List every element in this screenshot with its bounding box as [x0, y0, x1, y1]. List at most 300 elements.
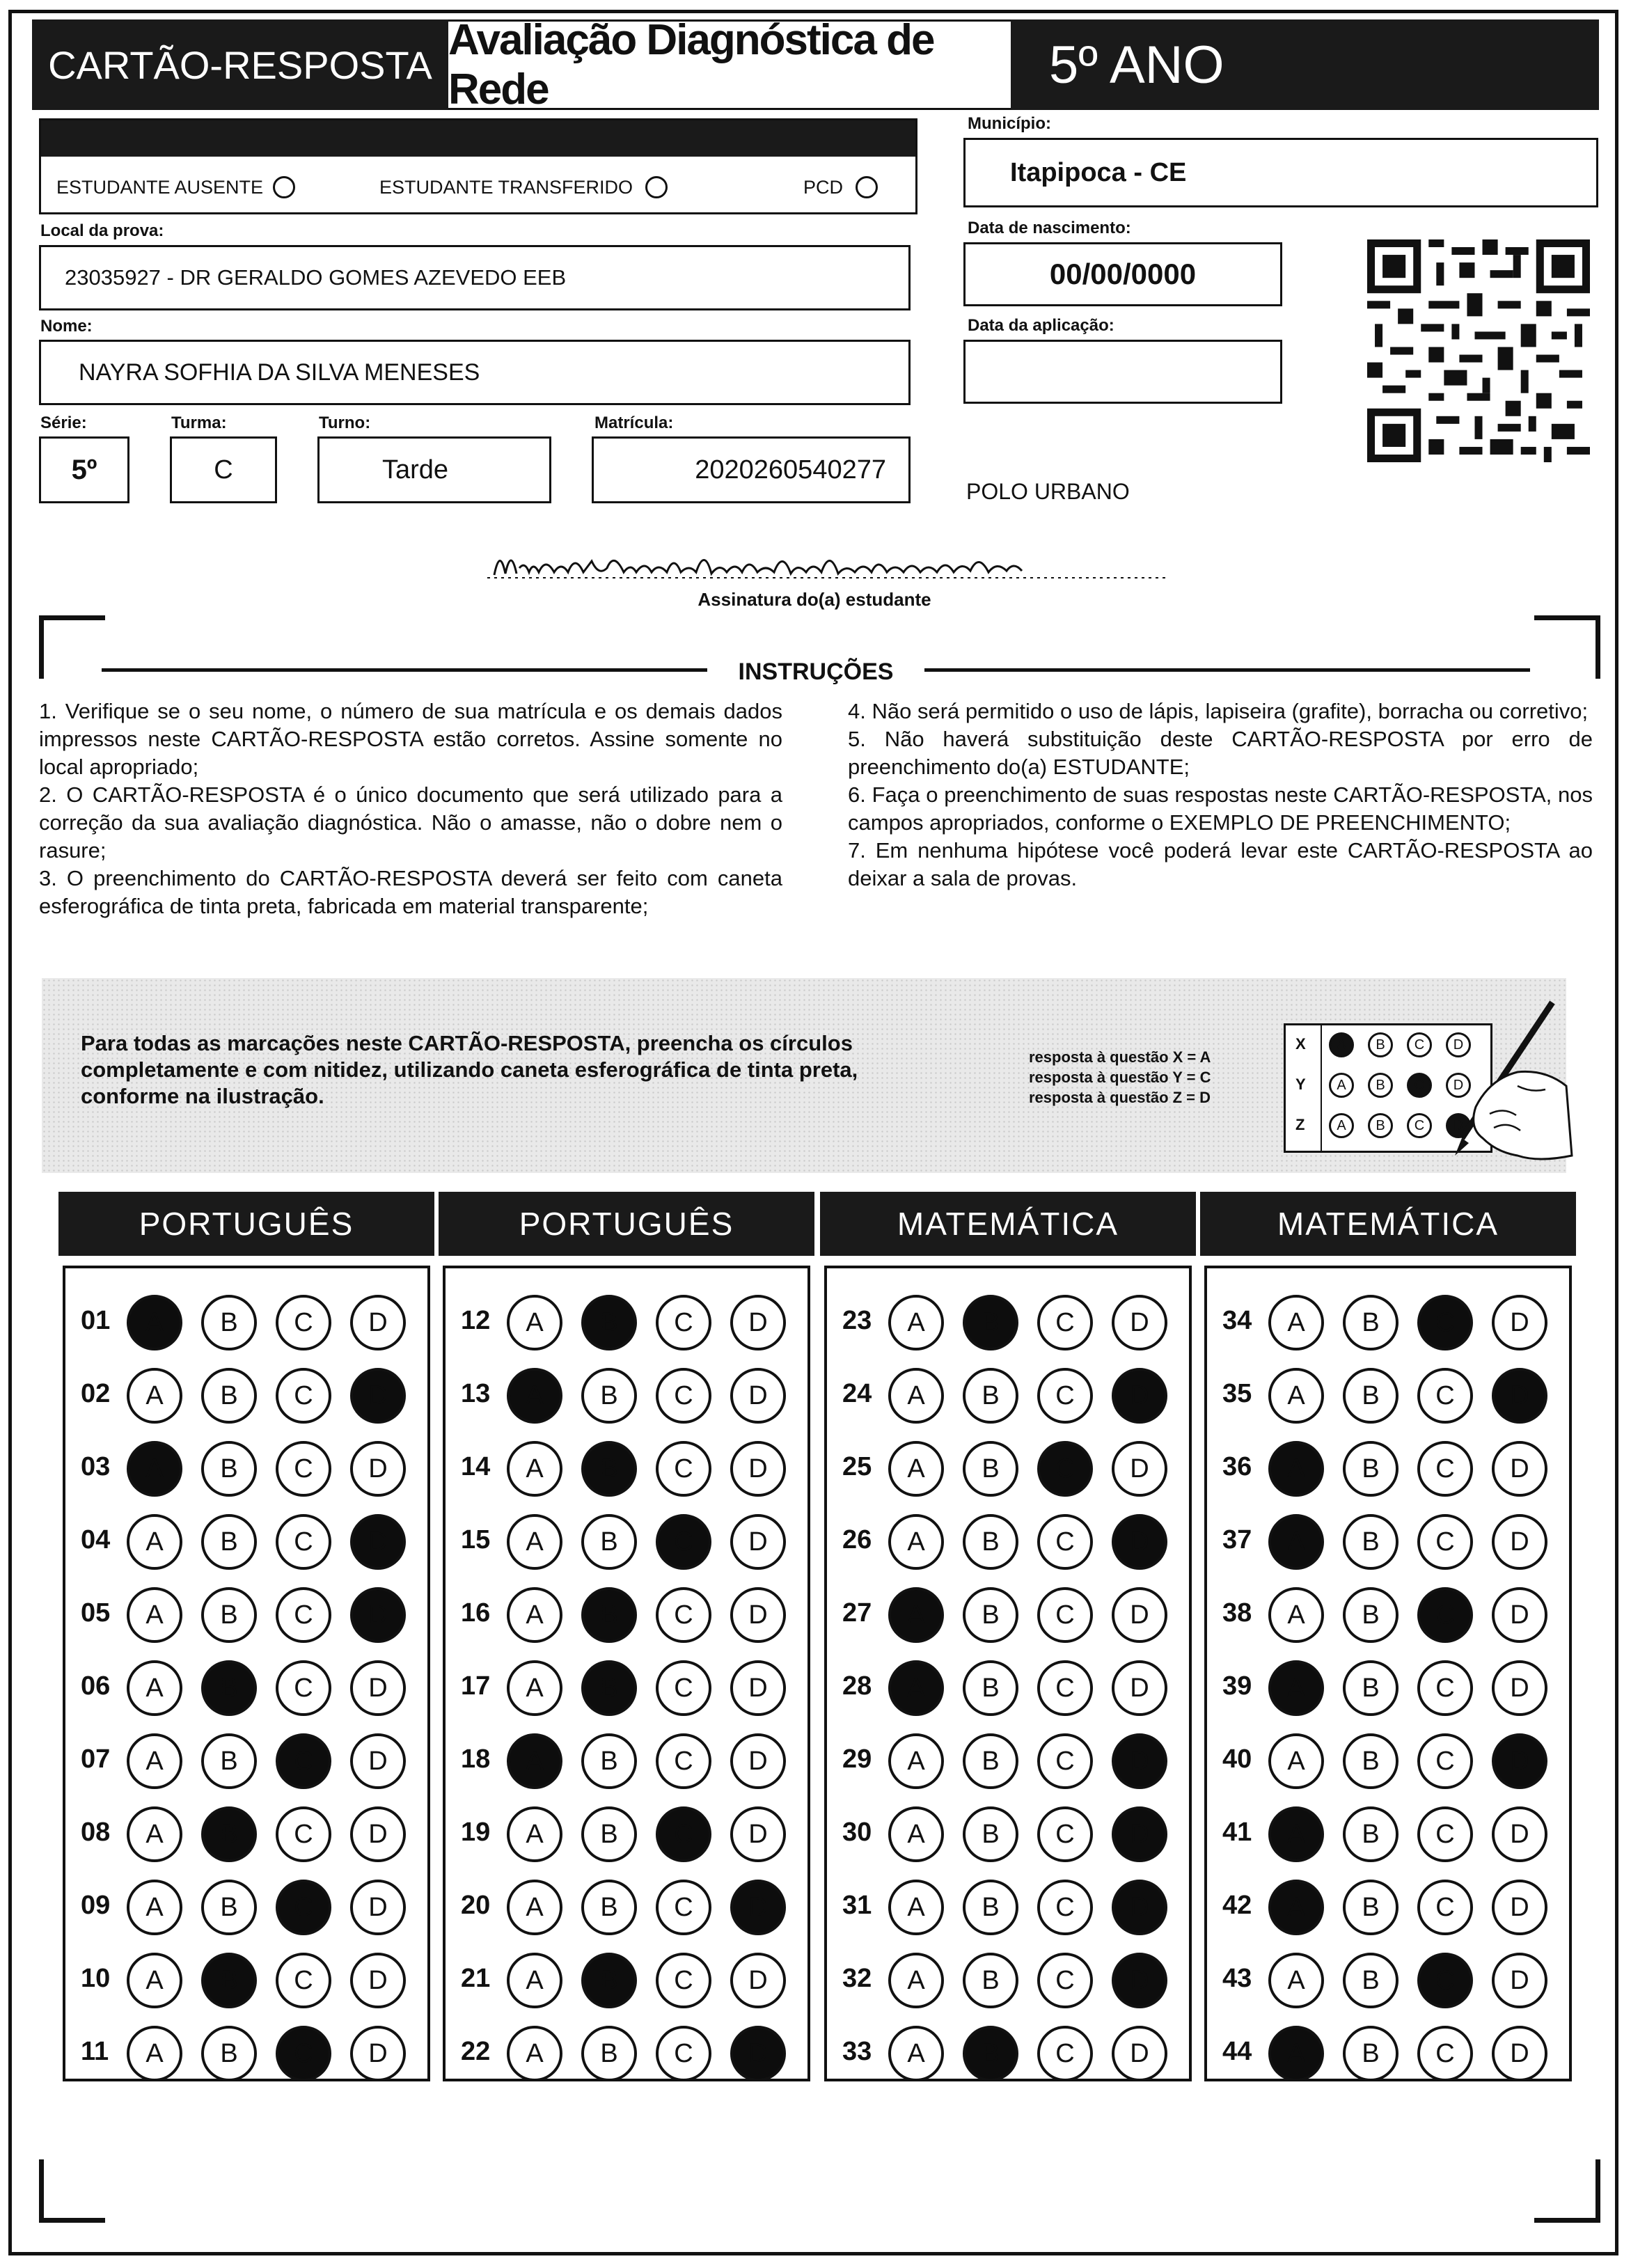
answer-bubble-d[interactable]: D	[1492, 1953, 1547, 2008]
example-bubble-b: B	[1368, 1073, 1393, 1098]
serie-field: 5º	[39, 436, 129, 503]
answer-bubble-d[interactable]: D	[730, 1953, 786, 2008]
question-row	[827, 2023, 1189, 2086]
question-number: 43	[1222, 1964, 1252, 1993]
answer-bubble-d[interactable]: D	[1112, 1953, 1167, 2008]
answer-bubble-a[interactable]: A	[507, 1441, 562, 1497]
example-row-label: Y	[1295, 1076, 1306, 1093]
instruction-3: 3. O preenchimento do CARTÃO-RESPOSTA deverá ser feito com caneta esferográfica de tinta preta, fabricada em material transparente;	[39, 866, 782, 918]
answer-bubble-a[interactable]: A	[1268, 1733, 1324, 1789]
answer-bubble-a[interactable]: A	[888, 1295, 944, 1350]
instructions-rule-left	[102, 668, 707, 672]
question-number: 21	[461, 1964, 491, 1993]
answer-bubble-b[interactable]: B	[963, 1368, 1018, 1424]
answer-bubble-c[interactable]: C	[1417, 1880, 1473, 1935]
example-divider	[1321, 1025, 1322, 1151]
signature-label: Assinatura do(a) estudante	[698, 589, 931, 610]
answer-bubble-a[interactable]: A	[507, 1880, 562, 1935]
answer-bubble-a[interactable]: A	[127, 1733, 182, 1789]
question-row	[65, 1731, 427, 1793]
answer-bubble-c[interactable]: C	[276, 1587, 331, 1643]
answer-bubble-d[interactable]: D	[1492, 1295, 1547, 1350]
answer-bubble-d[interactable]: D	[350, 1880, 406, 1935]
answer-bubble-d[interactable]: D	[1112, 1733, 1167, 1789]
subject-header-3: MATEMÁTICA	[820, 1192, 1196, 1256]
question-number: 28	[842, 1671, 872, 1701]
answer-bubble-c[interactable]: C	[276, 1441, 331, 1497]
question-row	[446, 1804, 807, 1866]
question-row	[1207, 1438, 1569, 1501]
question-row	[827, 1511, 1189, 1574]
answer-bubble-a[interactable]: A	[127, 1806, 182, 1862]
answer-bubble-d[interactable]: D	[1112, 1660, 1167, 1716]
example-bubble-c: C	[1407, 1073, 1432, 1098]
answer-bubble-b[interactable]: B	[1343, 1953, 1398, 2008]
question-number: 34	[1222, 1306, 1252, 1335]
fill-example-text: Para todas as marcações neste CARTÃO-RESPOSTA, preencha os círculos completamente e com nitidez, utilizando caneta esferográfica de tinta preta, conforme na ilustração.	[81, 1031, 858, 1108]
answer-bubble-d[interactable]: D	[1492, 1441, 1547, 1497]
status-header-bar	[41, 120, 915, 157]
example-bubble-c: C	[1407, 1032, 1432, 1057]
answer-bubble-c[interactable]: C	[1037, 1880, 1093, 1935]
example-bubble-a: A	[1329, 1032, 1354, 1057]
subject-header-2: PORTUGUÊS	[439, 1192, 814, 1256]
corner-mark-br	[1534, 2159, 1600, 2223]
instruction-4: 4. Não será permitido o uso de lápis, lapiseira (grafite), borracha ou corretivo;	[848, 699, 1589, 723]
answer-bubble-a[interactable]: A	[127, 1441, 182, 1497]
question-number: 25	[842, 1452, 872, 1481]
answer-bubble-d[interactable]: D	[730, 2026, 786, 2081]
question-number: 01	[81, 1306, 111, 1335]
answer-bubble-d[interactable]: D	[350, 1806, 406, 1862]
answer-bubble-b[interactable]: B	[201, 1514, 257, 1570]
answer-bubble-a[interactable]: A	[507, 1660, 562, 1716]
answer-bubble-d[interactable]: D	[1492, 1733, 1547, 1789]
answer-bubble-b[interactable]: B	[963, 1295, 1018, 1350]
legend-y: resposta à questão Y = C	[1029, 1069, 1211, 1086]
example-row-label: X	[1295, 1035, 1306, 1053]
answer-bubble-a[interactable]: A	[127, 1514, 182, 1570]
answer-bubble-d[interactable]: D	[1492, 1514, 1547, 1570]
qr-code	[1367, 239, 1590, 462]
answer-bubble-b[interactable]: B	[581, 1441, 637, 1497]
answer-bubble-d[interactable]: D	[1112, 1514, 1167, 1570]
answer-bubble-c[interactable]: C	[276, 1368, 331, 1424]
answer-bubble-a[interactable]: A	[888, 1441, 944, 1497]
answer-bubble-b[interactable]: B	[581, 1660, 637, 1716]
answer-bubble-b[interactable]: B	[201, 2026, 257, 2081]
answer-bubble-d[interactable]: D	[1112, 1880, 1167, 1935]
question-row	[1207, 1292, 1569, 1355]
question-number: 07	[81, 1745, 111, 1774]
answer-bubble-c[interactable]: C	[656, 1806, 711, 1862]
answer-bubble-c[interactable]: C	[656, 1953, 711, 2008]
absent-label: ESTUDANTE AUSENTE	[56, 176, 264, 198]
answer-bubble-b[interactable]: B	[1343, 1514, 1398, 1570]
answer-bubble-b[interactable]: B	[581, 2026, 637, 2081]
question-number: 08	[81, 1818, 111, 1847]
question-number: 42	[1222, 1891, 1252, 1920]
answer-bubble-c[interactable]: C	[1037, 1660, 1093, 1716]
answer-bubble-c[interactable]: C	[656, 1880, 711, 1935]
answer-bubble-d[interactable]: D	[350, 1953, 406, 2008]
answer-bubble-d[interactable]: D	[730, 1587, 786, 1643]
question-row	[446, 1438, 807, 1501]
question-row	[827, 1438, 1189, 1501]
example-bubble-d: D	[1446, 1032, 1471, 1057]
answer-bubble-c[interactable]: C	[656, 1587, 711, 1643]
serie-label: Série:	[40, 414, 87, 432]
question-number: 38	[1222, 1598, 1252, 1628]
answer-bubble-a[interactable]: A	[1268, 1514, 1324, 1570]
answer-bubble-b[interactable]: B	[201, 1441, 257, 1497]
question-row	[446, 2023, 807, 2086]
instructions-title: INSTRUÇÕES	[738, 659, 894, 685]
answer-bubble-a[interactable]: A	[127, 2026, 182, 2081]
answer-bubble-b[interactable]: B	[201, 1806, 257, 1862]
transferred-label: ESTUDANTE TRANSFERIDO	[379, 176, 633, 198]
turma-label: Turma:	[171, 414, 227, 432]
question-number: 37	[1222, 1525, 1252, 1554]
question-number: 05	[81, 1598, 111, 1628]
answer-bubble-b[interactable]: B	[201, 1953, 257, 2008]
question-row	[446, 1365, 807, 1428]
answer-bubble-b[interactable]: B	[201, 1660, 257, 1716]
answer-bubble-c[interactable]: C	[1417, 1368, 1473, 1424]
question-row	[827, 1292, 1189, 1355]
example-bubble-c: C	[1407, 1113, 1432, 1138]
answer-bubble-a[interactable]: A	[127, 1587, 182, 1643]
answer-bubble-a[interactable]: A	[1268, 1953, 1324, 2008]
answer-bubble-b[interactable]: B	[963, 1733, 1018, 1789]
answer-bubble-d[interactable]: D	[1112, 1368, 1167, 1424]
answer-bubble-a[interactable]: A	[507, 1587, 562, 1643]
answer-bubble-d[interactable]: D	[1492, 1806, 1547, 1862]
answer-bubble-a[interactable]: A	[127, 1295, 182, 1350]
answer-bubble-a[interactable]: A	[1268, 1660, 1324, 1716]
answer-bubble-a[interactable]: A	[888, 1733, 944, 1789]
answer-bubble-c[interactable]: C	[656, 1660, 711, 1716]
legend-x: resposta à questão X = A	[1029, 1048, 1211, 1066]
answer-bubble-c[interactable]: C	[276, 1880, 331, 1935]
aplicacao-label: Data da aplicação:	[968, 316, 1114, 335]
answer-bubble-a[interactable]: A	[507, 1368, 562, 1424]
polo-label: POLO URBANO	[966, 479, 1130, 504]
answer-bubble-a[interactable]: A	[1268, 1880, 1324, 1935]
answer-bubble-a[interactable]: A	[1268, 1368, 1324, 1424]
answer-bubble-a[interactable]: A	[507, 1953, 562, 2008]
answer-bubble-d[interactable]: D	[1112, 2026, 1167, 2081]
answer-bubble-b[interactable]: B	[1343, 2026, 1398, 2081]
question-number: 04	[81, 1525, 111, 1554]
answer-bubble-d[interactable]: D	[1492, 1660, 1547, 1716]
question-row	[827, 1584, 1189, 1647]
instructions-left	[39, 698, 782, 920]
question-number: 15	[461, 1525, 491, 1554]
pcd-option[interactable]	[803, 176, 878, 198]
answer-bubble-c[interactable]: C	[276, 2026, 331, 2081]
question-row	[65, 1804, 427, 1866]
absent-option[interactable]	[56, 176, 295, 198]
answer-bubble-c[interactable]: C	[276, 1733, 331, 1789]
answer-bubble-b[interactable]: B	[201, 1368, 257, 1424]
answer-bubble-d[interactable]: D	[1112, 1441, 1167, 1497]
legend-z: resposta à questão Z = D	[1029, 1089, 1211, 1106]
question-number: 09	[81, 1891, 111, 1920]
question-row	[65, 1438, 427, 1501]
question-number: 11	[81, 2037, 109, 2066]
answer-bubble-d[interactable]: D	[730, 1441, 786, 1497]
answer-bubble-b[interactable]: B	[963, 1660, 1018, 1716]
municipio-field: Itapipoca - CE	[963, 138, 1598, 207]
matricula-field: 2020260540277	[592, 436, 911, 503]
answer-bubble-d[interactable]: D	[350, 1295, 406, 1350]
answer-bubble-b[interactable]: B	[581, 1514, 637, 1570]
question-row	[446, 1511, 807, 1574]
question-row	[827, 1731, 1189, 1793]
answer-bubble-b[interactable]: B	[963, 1441, 1018, 1497]
answer-bubble-a[interactable]: A	[888, 1806, 944, 1862]
question-row	[827, 1950, 1189, 2013]
answer-bubble-d[interactable]: D	[730, 1295, 786, 1350]
question-row	[65, 1584, 427, 1647]
answer-bubble-b[interactable]: B	[1343, 1660, 1398, 1716]
answer-bubble-c[interactable]: C	[1037, 1441, 1093, 1497]
answer-bubble-a[interactable]: A	[1268, 1587, 1324, 1643]
question-row	[446, 1877, 807, 1939]
question-row	[1207, 1365, 1569, 1428]
answer-bubble-c[interactable]: C	[656, 1514, 711, 1570]
example-row-label: Z	[1295, 1116, 1305, 1133]
answer-bubble-b[interactable]: B	[1343, 1733, 1398, 1789]
answer-block-3	[824, 1266, 1192, 2081]
answer-bubble-a[interactable]: A	[1268, 1441, 1324, 1497]
answer-bubble-b[interactable]: B	[1343, 1295, 1398, 1350]
answer-bubble-c[interactable]: C	[1417, 1953, 1473, 2008]
answer-bubble-c[interactable]: C	[1037, 1295, 1093, 1350]
question-number: 40	[1222, 1745, 1252, 1774]
answer-bubble-b[interactable]: B	[581, 1295, 637, 1350]
transferred-option[interactable]	[379, 176, 668, 198]
answer-bubble-c[interactable]: C	[656, 1733, 711, 1789]
question-number: 44	[1222, 2037, 1252, 2066]
question-number: 39	[1222, 1671, 1252, 1701]
answer-bubble-c[interactable]: C	[276, 1660, 331, 1716]
answer-bubble-a[interactable]: A	[1268, 2026, 1324, 2081]
answer-bubble-a[interactable]: A	[888, 2026, 944, 2081]
answer-bubble-d[interactable]: D	[350, 1733, 406, 1789]
answer-bubble-a[interactable]: A	[127, 1660, 182, 1716]
answer-bubble-c[interactable]: C	[1417, 2026, 1473, 2081]
answer-bubble-c[interactable]: C	[276, 1295, 331, 1350]
answer-bubble-a[interactable]: A	[127, 1953, 182, 2008]
answer-bubble-d[interactable]: D	[730, 1514, 786, 1570]
answer-bubble-a[interactable]: A	[888, 1587, 944, 1643]
answer-bubble-c[interactable]: C	[1037, 1514, 1093, 1570]
question-row	[446, 1292, 807, 1355]
answer-bubble-c[interactable]: C	[1417, 1587, 1473, 1643]
answer-bubble-d[interactable]: D	[350, 1660, 406, 1716]
question-number: 26	[842, 1525, 872, 1554]
instruction-5: 5. Não haverá substituição deste CARTÃO-RESPOSTA por erro de preenchimento do(a) ESTUDANTE;	[848, 727, 1593, 779]
answer-bubble-b[interactable]: B	[1343, 1880, 1398, 1935]
question-number: 20	[461, 1891, 491, 1920]
answer-bubble-d[interactable]: D	[350, 1368, 406, 1424]
question-number: 17	[461, 1671, 491, 1701]
answer-bubble-b[interactable]: B	[581, 1368, 637, 1424]
answer-bubble-c[interactable]: C	[276, 1806, 331, 1862]
answer-bubble-d[interactable]: D	[1112, 1806, 1167, 1862]
answer-bubble-d[interactable]: D	[730, 1733, 786, 1789]
nome-label: Nome:	[40, 317, 93, 336]
answer-bubble-a[interactable]: A	[507, 1806, 562, 1862]
transferred-checkbox[interactable]	[645, 176, 668, 198]
question-row	[65, 1511, 427, 1574]
answer-bubble-d[interactable]: D	[350, 2026, 406, 2081]
answer-bubble-c[interactable]: C	[1417, 1441, 1473, 1497]
answer-bubble-c[interactable]: C	[1417, 1295, 1473, 1350]
answer-bubble-c[interactable]: C	[1037, 1587, 1093, 1643]
question-number: 41	[1222, 1818, 1252, 1847]
answer-bubble-c[interactable]: C	[1037, 1953, 1093, 2008]
answer-bubble-a[interactable]: A	[888, 1880, 944, 1935]
instruction-1: 1. Verifique se o seu nome, o número de sua matrícula e os demais dados impressos neste CARTÃO-RESPOSTA estão corretos. Assine somente no local apropriado;	[39, 699, 782, 779]
answer-bubble-c[interactable]: C	[1037, 1733, 1093, 1789]
question-row	[1207, 1877, 1569, 1939]
answer-bubble-d[interactable]: D	[1492, 1880, 1547, 1935]
answer-bubble-b[interactable]: B	[963, 2026, 1018, 2081]
turma-field: C	[170, 436, 277, 503]
answer-bubble-b[interactable]: B	[963, 1953, 1018, 2008]
answer-bubble-b[interactable]: B	[963, 1587, 1018, 1643]
answer-bubble-b[interactable]: B	[1343, 1587, 1398, 1643]
answer-bubble-c[interactable]: C	[656, 1441, 711, 1497]
example-bubble-b: B	[1368, 1113, 1393, 1138]
matricula-label: Matrícula:	[594, 414, 674, 432]
answer-bubble-b[interactable]: B	[201, 1733, 257, 1789]
answer-bubble-c[interactable]: C	[656, 1295, 711, 1350]
question-row	[65, 1657, 427, 1720]
question-number: 29	[842, 1745, 872, 1774]
answer-bubble-c[interactable]: C	[1037, 1368, 1093, 1424]
answer-bubble-d[interactable]: D	[1112, 1295, 1167, 1350]
question-number: 36	[1222, 1452, 1252, 1481]
answer-bubble-c[interactable]: C	[656, 1368, 711, 1424]
answer-bubble-c[interactable]: C	[276, 1953, 331, 2008]
answer-bubble-a[interactable]: A	[507, 2026, 562, 2081]
question-number: 22	[461, 2037, 491, 2066]
nascimento-label: Data de nascimento:	[968, 219, 1131, 237]
answer-bubble-c[interactable]: C	[656, 2026, 711, 2081]
nascimento-field: 00/00/0000	[963, 242, 1282, 306]
absent-checkbox[interactable]	[273, 176, 295, 198]
answer-bubble-c[interactable]: C	[1037, 2026, 1093, 2081]
nome-field: NAYRA SOFHIA DA SILVA MENESES	[39, 340, 911, 405]
question-row	[1207, 1657, 1569, 1720]
card-title: CARTÃO-RESPOSTA	[32, 19, 448, 110]
example-bubble-d: D	[1446, 1073, 1471, 1098]
answer-bubble-b[interactable]: B	[1343, 1441, 1398, 1497]
answer-bubble-b[interactable]: B	[201, 1295, 257, 1350]
municipio-label: Município:	[968, 114, 1051, 133]
answer-bubble-d[interactable]: D	[730, 1806, 786, 1862]
answer-bubble-c[interactable]: C	[1417, 1733, 1473, 1789]
question-number: 32	[842, 1964, 872, 1993]
answer-bubble-a[interactable]: A	[888, 1514, 944, 1570]
answer-bubble-c[interactable]: C	[1417, 1660, 1473, 1716]
answer-bubble-b[interactable]: B	[963, 1806, 1018, 1862]
question-number: 03	[81, 1452, 111, 1481]
answer-bubble-d[interactable]: D	[1112, 1587, 1167, 1643]
answer-bubble-b[interactable]: B	[201, 1587, 257, 1643]
question-number: 27	[842, 1598, 872, 1628]
question-number: 19	[461, 1818, 491, 1847]
question-row	[65, 1365, 427, 1428]
answer-bubble-d[interactable]: D	[350, 1441, 406, 1497]
answer-bubble-d[interactable]: D	[730, 1368, 786, 1424]
question-row	[827, 1657, 1189, 1720]
answer-block-4	[1204, 1266, 1572, 2081]
answer-bubble-a[interactable]: A	[1268, 1295, 1324, 1350]
hand-pen-icon	[1434, 989, 1573, 1170]
answer-bubble-d[interactable]: D	[1492, 1368, 1547, 1424]
answer-bubble-b[interactable]: B	[581, 1880, 637, 1935]
question-number: 14	[461, 1452, 491, 1481]
answer-bubble-a[interactable]: A	[888, 1368, 944, 1424]
answer-bubble-c[interactable]: C	[1417, 1806, 1473, 1862]
answer-bubble-d[interactable]: D	[1492, 2026, 1547, 2081]
question-number: 13	[461, 1379, 491, 1408]
answer-bubble-d[interactable]: D	[730, 1880, 786, 1935]
answer-bubble-a[interactable]: A	[888, 1953, 944, 2008]
question-number: 31	[842, 1891, 872, 1920]
answer-bubble-d[interactable]: D	[350, 1587, 406, 1643]
answer-bubble-a[interactable]: A	[1268, 1806, 1324, 1862]
answer-bubble-b[interactable]: B	[963, 1880, 1018, 1935]
answer-bubble-a[interactable]: A	[507, 1295, 562, 1350]
answer-bubble-b[interactable]: B	[1343, 1806, 1398, 1862]
question-row	[1207, 1950, 1569, 2013]
answer-block-1	[63, 1266, 430, 2081]
answer-bubble-b[interactable]: B	[581, 1733, 637, 1789]
answer-bubble-b[interactable]: B	[201, 1880, 257, 1935]
answer-bubble-b[interactable]: B	[963, 1514, 1018, 1570]
answer-bubble-b[interactable]: B	[581, 1953, 637, 2008]
answer-bubble-a[interactable]: A	[127, 1880, 182, 1935]
question-row	[65, 1292, 427, 1355]
answer-bubble-b[interactable]: B	[581, 1806, 637, 1862]
answer-bubble-a[interactable]: A	[888, 1660, 944, 1716]
question-number: 02	[81, 1379, 111, 1408]
answer-bubble-c[interactable]: C	[1037, 1806, 1093, 1862]
pcd-checkbox[interactable]	[856, 176, 878, 198]
answer-bubble-d[interactable]: D	[1492, 1587, 1547, 1643]
answer-block-2	[443, 1266, 810, 2081]
answer-bubble-a[interactable]: A	[507, 1514, 562, 1570]
turno-field: Tarde	[317, 436, 551, 503]
answer-bubble-c[interactable]: C	[1417, 1514, 1473, 1570]
answer-bubble-b[interactable]: B	[1343, 1368, 1398, 1424]
question-number: 16	[461, 1598, 491, 1628]
question-row	[65, 2023, 427, 2086]
answer-bubble-c[interactable]: C	[276, 1514, 331, 1570]
answer-bubble-a[interactable]: A	[507, 1733, 562, 1789]
answer-bubble-d[interactable]: D	[350, 1514, 406, 1570]
answer-bubble-a[interactable]: A	[127, 1368, 182, 1424]
answer-bubble-d[interactable]: D	[730, 1660, 786, 1716]
answer-bubble-b[interactable]: B	[581, 1587, 637, 1643]
question-row	[65, 1950, 427, 2013]
